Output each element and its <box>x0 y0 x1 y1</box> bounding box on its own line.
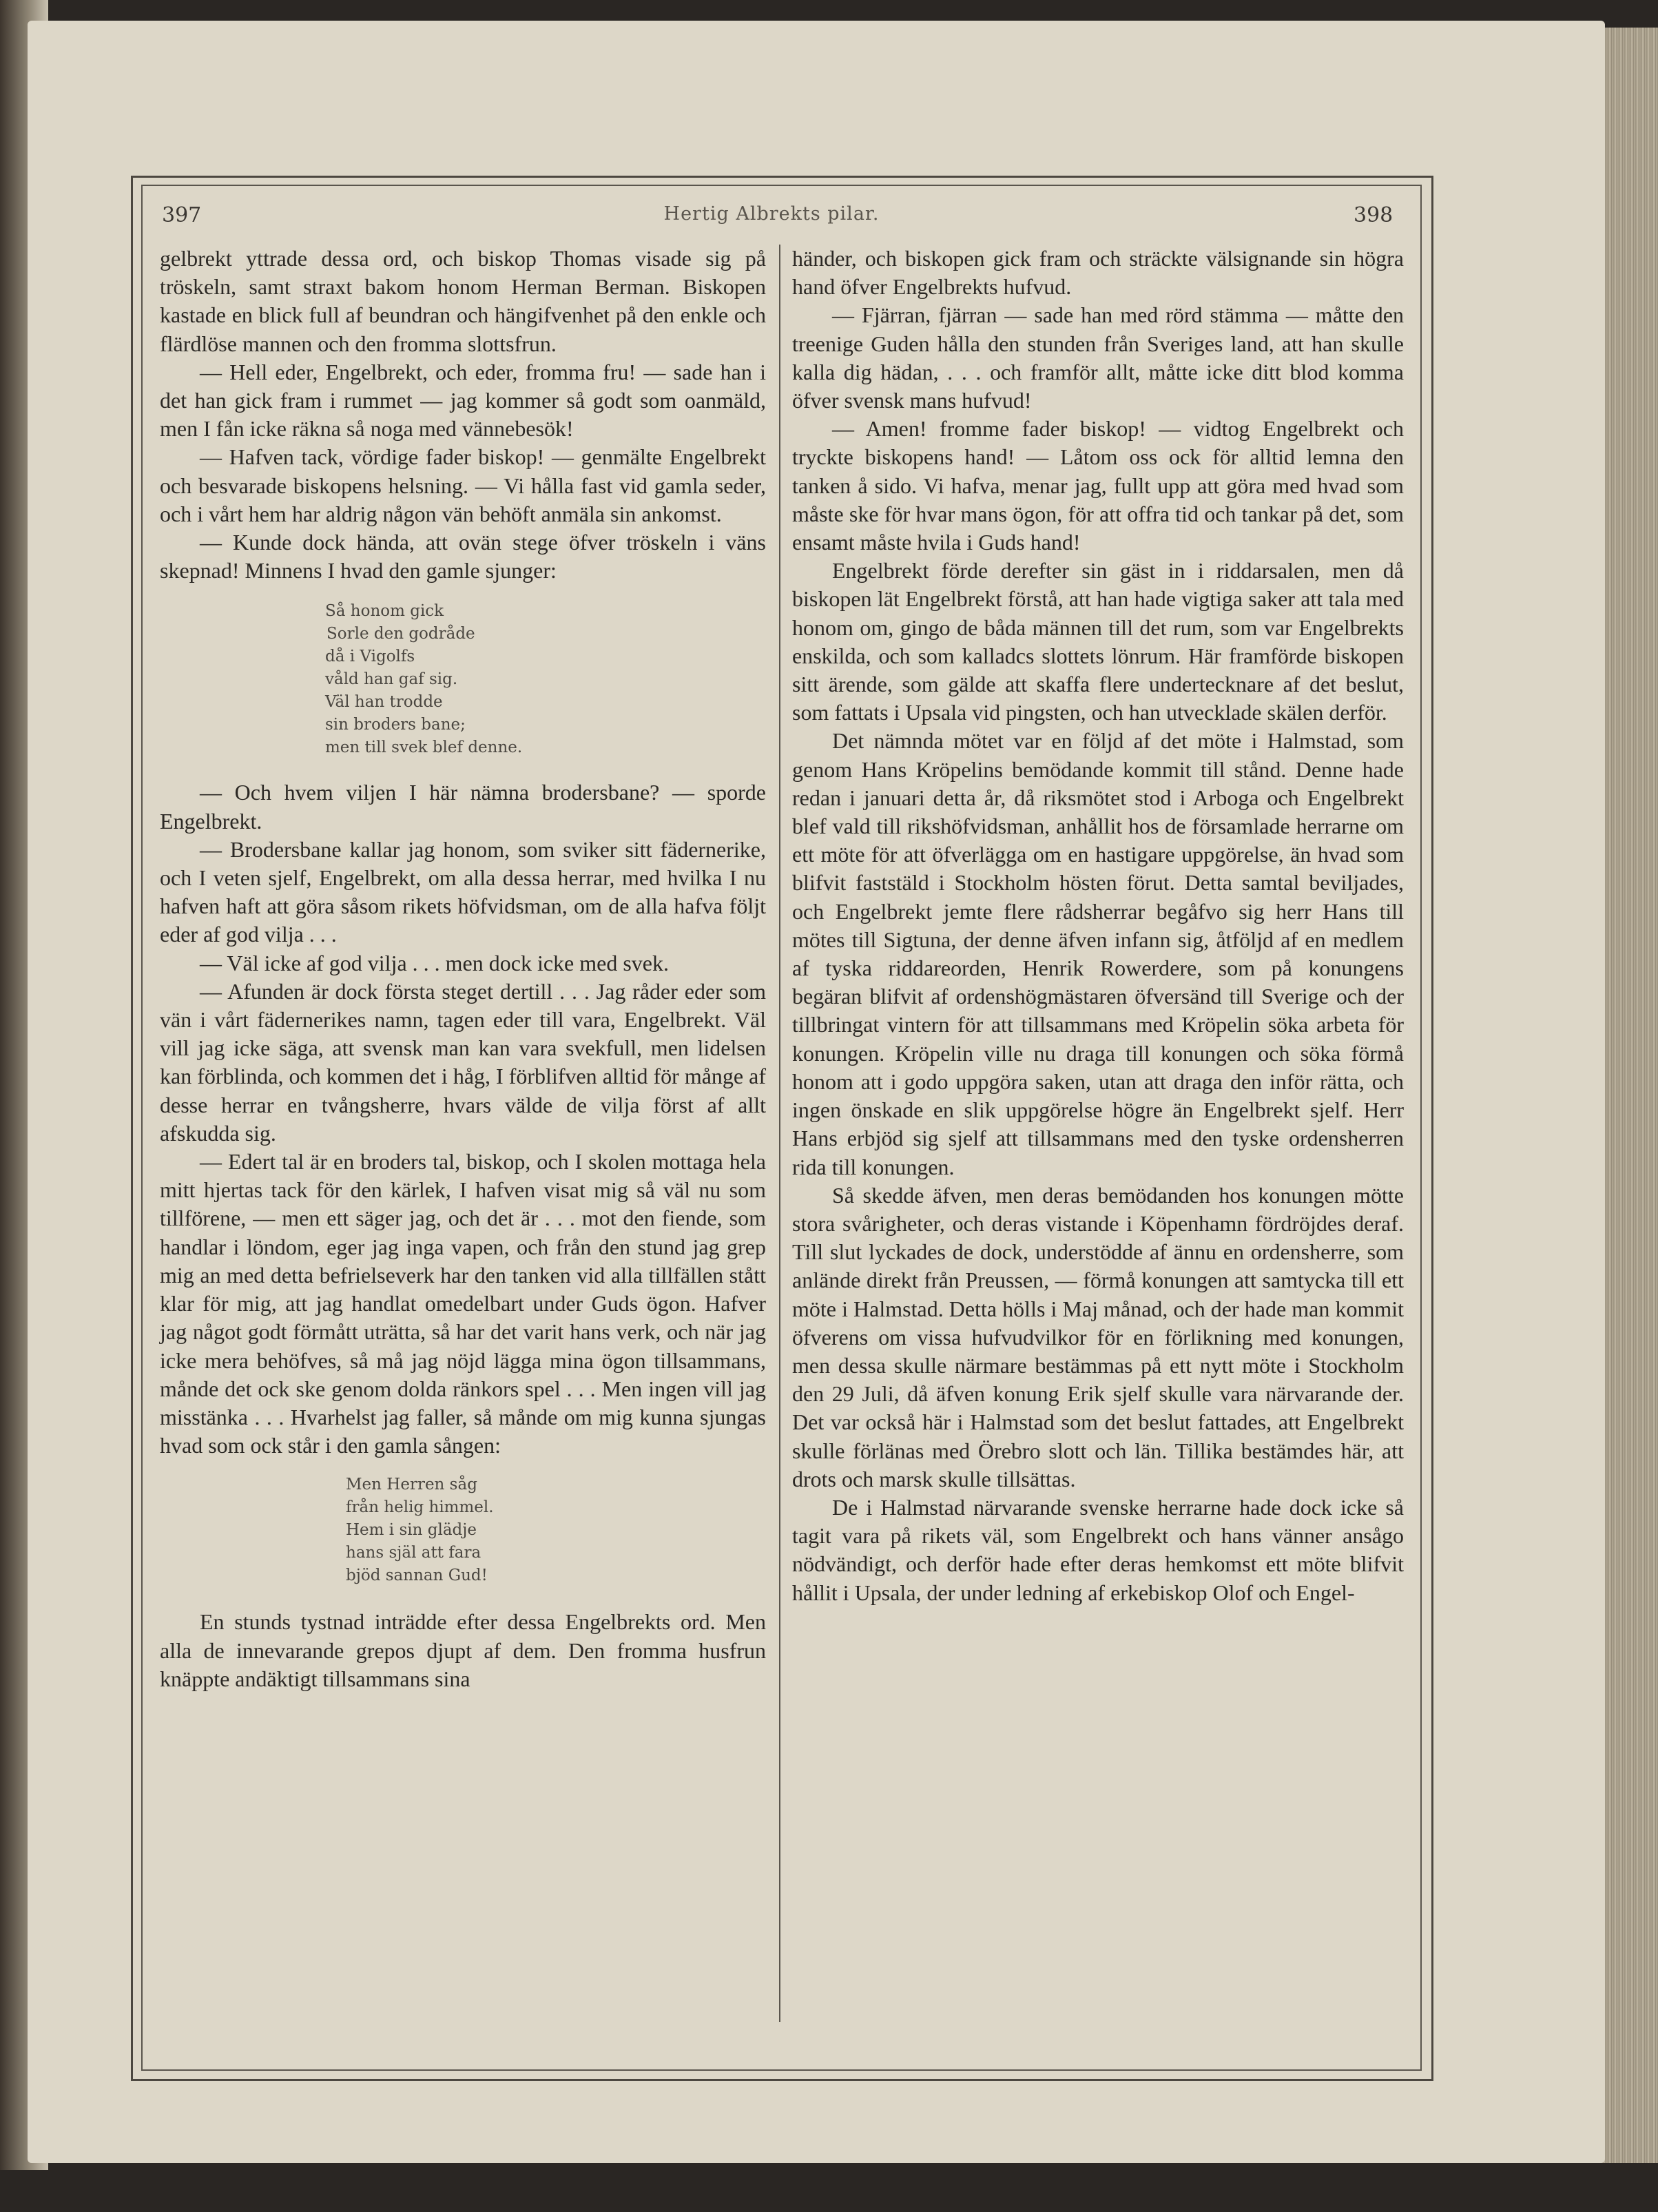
right-column <box>792 245 1404 1607</box>
paragraph: — Edert tal är en broders tal, biskop, och I skolen mottaga hela mitt hjertas tack för den kärlek, I hafven visat mig så väl nu som tillförene, — men ett säger jag, och det är . . . mot den fiende, som handlar i löndom, eger jag inga vapen, och från den stund jag grep mig an med detta befrielseverk har den tanken vid alla tillfällen stått klar för mig, att jag handlat omedelbart under Guds ögon. Hafver jag något godt förmått uträtta, så har det varit hans verk, och när jag icke mera behöfves, så må jag nöjd lägga mina ögon tillsammans, månde det ock ske genom dolda ränkors spel . . . Men ingen vill jag misstänka . . . Hvarhelst jag faller, så månde om mig kunna sjungas hvad som ock står i den gamla sången: <box>160 1149 766 1458</box>
paragraph: — Och hvem viljen I här nämna brodersbane? — sporde Engelbrekt. <box>160 780 766 834</box>
verse-line: våld han gaf sig. <box>325 670 458 689</box>
paragraph: — Väl icke af god vilja . . . men dock icke med svek. <box>200 950 669 975</box>
verse-line: men till svek blef denne. <box>325 738 523 757</box>
verse-line: Sorle den godråde <box>327 625 475 643</box>
column-divider <box>779 245 780 2022</box>
paragraph: gelbrekt yttrade dessa ord, och biskop Thomas visade sig på tröskeln, samt straxt bakom honom Herman Berman. Biskopen kastade en blick full af beundran och hängifvenhet på den enkle och flärdlöse mannen och den fromma slottsfrun. <box>160 246 766 356</box>
verse-block <box>346 1474 766 1587</box>
verse-line: sin broders bane; <box>325 716 466 734</box>
paragraph: händer, och biskopen gick fram och sträckte välsignande sin högra hand öfver Engelbrekts hufvud. <box>792 246 1404 300</box>
paragraph: — Afunden är dock första steget dertill . . . Jag råder eder som vän i vårt fädernerikes namn, tagen eder till vara, Engelbrekt. Väl vill jag icke säga, att svensk man kan vara svekfull, men lidelsen kan förblinda, och kommen det i håg, I förblifven alltid för månge af desse herrar en tvångsherre, hvars välde de vilja först af allt afskudda sig. <box>160 978 766 1146</box>
verse-block <box>325 600 766 759</box>
verse-line: då i Vigolfs <box>325 648 415 666</box>
paragraph: — Kunde dock hända, att ovän stege öfver tröskeln i väns skepnad! Minnens I hvad den gamle sjunger: <box>160 530 766 583</box>
verse-line: bjöd sannan Gud! <box>346 1567 488 1585</box>
paragraph: — Fjärran, fjärran — sade han med rörd stämma — måtte den treenige Guden hålla den stunden från Sveriges land, att han skulle kalla dig hädan, . . . och framför allt, måtte icke ditt blod komma öfver svensk mans hufvud! <box>792 302 1404 413</box>
verse-line: hans själ att fara <box>346 1544 481 1562</box>
paragraph: Engelbrekt förde derefter sin gäst in i riddarsalen, men då biskopen lät Engelbrekt förstå, att han hade vigtiga saker att tala med honom om, gingo de båda männen till det rum, som var Engelbrekts enskilda, och som kalladcs slottets lönrum. Här framförde biskopen sitt ärende, som gälde att skaffa flere undertecknare af det beslut, som fattats i Upsala vid pingsten, och han utvecklade skälen derför. <box>792 558 1404 725</box>
paragraph: En stunds tystnad inträdde efter dessa Engelbrekts ord. Men alla de innevarande grepos djupt af dem. Den fromma husfrun knäppte andäktigt tillsammans sina <box>160 1609 766 1691</box>
paragraph: — Brodersbane kallar jag honom, som sviker sitt fädernerike, och I veten sjelf, Engelbrekt, om alla dessa herrar, med hvilka I nu hafven haft att göra såsom rikets höfvidsman, om de alla hafva följt eder af god vilja . . . <box>160 836 766 947</box>
paragraph: — Hell eder, Engelbrekt, och eder, fromma fru! — sade han i det han gick fram i rummet — jag kommer så godt som oanmäld, men I fån icke räkna så noga med vännebesök! <box>160 359 766 442</box>
paragraph: Så skedde äfven, men deras bemödanden hos konungen mötte stora svårigheter, och deras vistande i Köpenhamn fördröjdes deraf. Till slut lyckades de dock, understödde af ännu en ordensherre, som anlände direkt från Preussen, — förmå konungen att samtycka till ett möte i Halmstad. Detta hölls i Maj månad, och der hade man kommit öfverens om vissa hufvudvilkor för en förlikning med konungen, men dessa skulle närmare bestämmas på ett nytt möte i Stockholm den 29 Juli, då äfven konung Erik sjelf skulle vara närvarande der. Det var också här i Halmstad som det beslut fattades, att Engelbrekt skulle förlänas med Örebro slott och län. Tillika bestämdes här, att drots och marsk skulle tillsättas. <box>792 1182 1404 1491</box>
paragraph: De i Halmstad närvarande svenske herrarne hade dock icke så tagit vara på rikets väl, som Engelbrekt och hans vänner ansågo nödvändigt, och derför hade efter deras hemkomst ett möte blifvit hållit i Upsala, der under ledning af erkebiskop Olof och Engel- <box>792 1494 1404 1605</box>
verse-line: Väl han trodde <box>325 693 443 712</box>
verse-line: från helig himmel. <box>346 1498 494 1517</box>
paragraph: — Hafven tack, vördige fader biskop! — genmälte Engelbrekt och besvarade biskopens helsning. — Vi hålla fast vid gamla seder, och i vårt hem har aldrig någon vän behöft anmäla sin ankomst. <box>160 444 766 526</box>
running-title: Hertig Albrekts pilar. <box>663 203 880 225</box>
left-column <box>160 245 766 1693</box>
page-number-left: 397 <box>162 203 202 227</box>
page-number-right: 398 <box>1354 203 1393 227</box>
paragraph: Det nämnda mötet var en följd af det möte i Halmstad, som genom Hans Kröpelins bemödande kommit till stånd. Denne hade redan i januari detta år, då riksmötet stod i Arboga och Engelbrekt blef vald till rikshöfvidsman, anhållit hos de församlade herrarne om ett möte för att öfverlägga om en hastigare uppgörelse, än hvad som blifvit faststäld i Stockholm hösten förut. Detta samtal beviljades, och Engelbrekt jemte flere rådsherrar begåfvo sig herr Hans till mötes till Sigtuna, der denne äfven infann sig, åtföljd af en medlem af tyska riddareorden, Henrik Rowerdere, som på konungens begäran blifvit af ordenshögmästaren öfversänd till Sverige och der tillbringat vintern för att tillsammans med Kröpelin söka arbeta för konungen. Kröpelin ville nu draga till konungen och söka förmå honom att i godo uppgöra saken, utan att draga den inför rätta, och ingen önskade en slik uppgörelse högre än Engelbrekt sjelf. Herr Hans erbjöd sig sjelf att tillsammans med den tyske ordensherren rida till konungen. <box>792 728 1404 1179</box>
verse-line: Så honom gick <box>325 602 444 621</box>
verse-line: Men Herren såg <box>346 1476 477 1494</box>
paragraph: — Amen! fromme fader biskop! — vidtog Engelbrekt och tryckte biskopens hand! — Låtom oss ock för alltid lemna den tanken å sido. Vi hafva, menar jag, fullt upp att göra med hvad som måste ske för hvar mans ögon, för att offra tid och tankar på det, som ensamt måste hvila i Guds hand! <box>792 416 1404 555</box>
verse-line: Hem i sin glädje <box>346 1521 477 1540</box>
